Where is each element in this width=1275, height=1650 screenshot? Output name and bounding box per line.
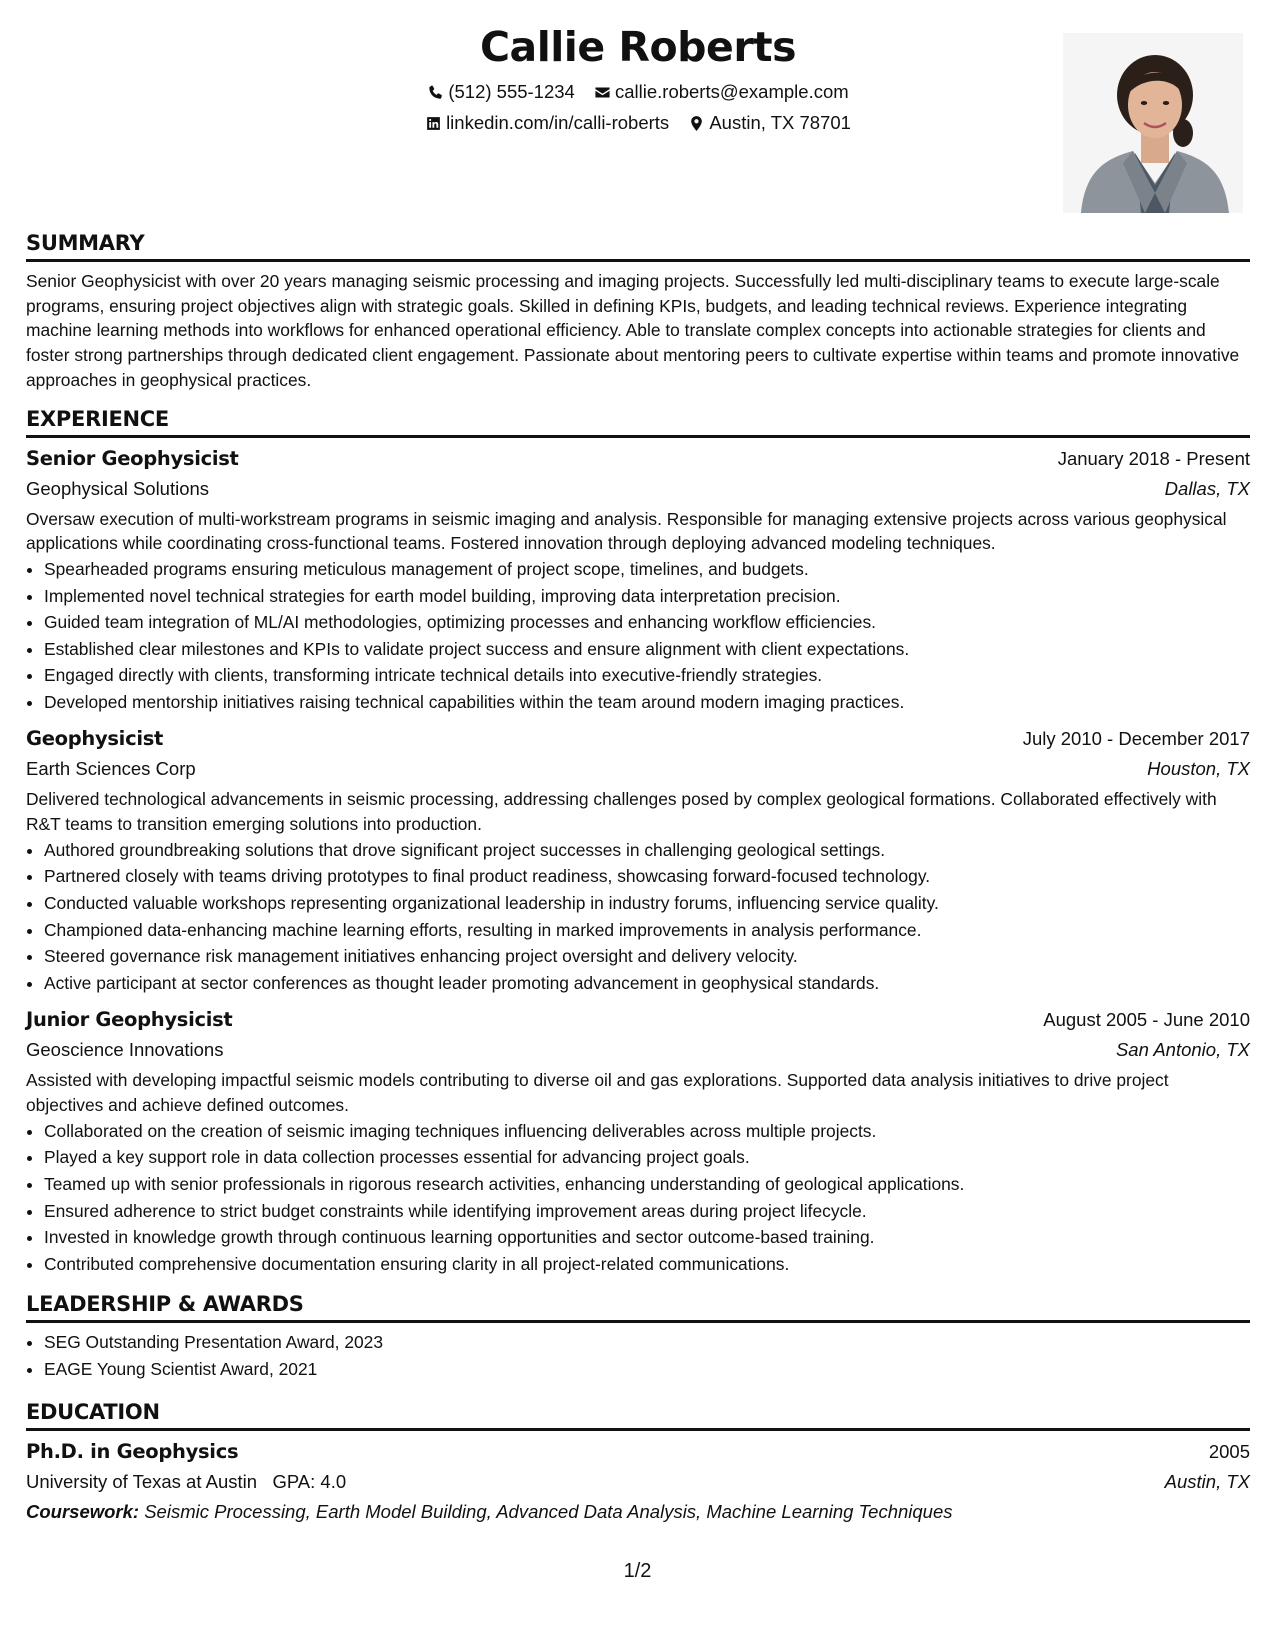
job-description: Assisted with developing impactful seismic models contributing to diverse oil and gas explorations. Supported data analysis initiatives to drive project objectives and achieve defined outcomes. <box>26 1070 1169 1116</box>
degree: Ph.D. in Geophysics <box>26 1439 239 1463</box>
list-item: • Guided team integration of ML/AI methodologies, optimizing processes and enhancing workflow efficiencies. <box>44 609 1250 636</box>
resume-header <box>26 0 1250 230</box>
job-title: Junior Geophysicist <box>26 1008 233 1032</box>
awards-heading: LEADERSHIP & AWARDS <box>26 1291 1250 1323</box>
summary-text: Senior Geophysicist with over 20 years managing seismic processing and imaging projects. Successfully led multi-disciplinary teams to execute large-scale programs, ensuring project objectives align with strategic goals. Skilled in defining KPIs, budgets, and leading technical reviews. Experience integrating machine learning methods into workflows for enhanced operational efficiency. Able to translate complex concepts into actionable strategies for clients and foster strong partnerships through dedicated client engagement. Passionate about mentoring peers to cultivate expertise within teams and promote innovative approaches in geophysical practices. <box>26 271 1240 390</box>
list-item: • Ensured adherence to strict budget constraints while identifying improvement areas during project lifecycle. <box>44 1198 1250 1225</box>
job-header <box>26 724 1250 754</box>
job-subheader <box>26 754 1250 784</box>
job-header <box>26 1005 1250 1035</box>
education-subheader <box>26 1467 1250 1497</box>
contact-email[interactable] <box>594 80 849 104</box>
job-title: Geophysicist <box>26 727 164 751</box>
map-pin-icon <box>688 115 705 132</box>
job-dates: January 2018 - Present <box>1057 447 1250 469</box>
list-item: • EAGE Young Scientist Award, 2021 <box>44 1356 1250 1383</box>
list-item: • Championed data-enhancing machine learning efforts, resulting in marked improvements in analysis performance. <box>44 917 1250 944</box>
list-item: • Collaborated on the creation of seismic imaging techniques influencing deliverables across multiple projects. <box>44 1118 1250 1145</box>
list-item: • Developed mentorship initiatives raising technical capabilities within the team around modern imaging practices. <box>44 689 1250 716</box>
job-header <box>26 444 1250 474</box>
coursework <box>26 1497 1250 1527</box>
school-and-gpa <box>26 1467 346 1497</box>
job-entry <box>26 724 1250 996</box>
summary-heading: SUMMARY <box>26 230 1250 262</box>
job-subheader <box>26 1035 1250 1065</box>
list-item: • Established clear milestones and KPIs to validate project success and ensure alignment with client expectations. <box>44 636 1250 663</box>
list-item: • SEG Outstanding Presentation Award, 2023 <box>44 1329 1250 1356</box>
job-location: San Antonio, TX <box>1115 1039 1250 1061</box>
gpa: GPA: 4.0 <box>272 1470 347 1492</box>
experience-heading: EXPERIENCE <box>26 406 1250 438</box>
job-location: Houston, TX <box>1147 758 1250 780</box>
education-heading: EDUCATION <box>26 1399 1250 1431</box>
list-item: • Implemented novel technical strategies for earth model building, improving data interpretation precision. <box>44 583 1250 610</box>
contact-linkedin[interactable] <box>425 111 669 135</box>
school-name: University of Texas at Austin <box>26 1470 258 1492</box>
candidate-name: Callie Roberts <box>479 23 797 71</box>
list-item: • Authored groundbreaking solutions that drove significant project successes in challenging geological settings. <box>44 837 1250 864</box>
phone-text: (512) 555-1234 <box>448 81 575 102</box>
job-company: Earth Sciences Corp <box>26 758 196 780</box>
list-item: • Steered governance risk management initiatives enhancing project oversight and delivery velocity. <box>44 943 1250 970</box>
education-header <box>26 1437 1250 1467</box>
job-entry <box>26 444 1250 716</box>
job-dates: July 2010 - December 2017 <box>1022 728 1250 750</box>
job-company: Geoscience Innovations <box>26 1039 224 1061</box>
job-bullets <box>26 837 1250 997</box>
contact-phone <box>427 80 575 104</box>
job-company: Geophysical Solutions <box>26 477 210 499</box>
location-text: Austin, TX 78701 <box>709 112 851 133</box>
summary-section <box>26 230 1250 393</box>
envelope-icon <box>594 84 611 101</box>
list-item: • Played a key support role in data collection processes essential for advancing project goals. <box>44 1144 1250 1171</box>
linkedin-text[interactable]: linkedin.com/in/calli-roberts <box>446 112 670 133</box>
job-location: Dallas, TX <box>1164 477 1250 499</box>
job-bullets <box>26 556 1250 716</box>
coursework-label: Coursework: <box>26 1500 140 1522</box>
awards-section <box>26 1291 1250 1382</box>
graduation-year: 2005 <box>1208 1440 1250 1462</box>
linkedin-icon <box>425 115 442 132</box>
resume-page <box>26 0 1250 1527</box>
list-item: • Contributed comprehensive documentation ensuring clarity in all project-related communications. <box>44 1251 1250 1278</box>
job-bullets <box>26 1118 1250 1278</box>
awards-list <box>26 1329 1250 1382</box>
coursework-list: Seismic Processing, Earth Model Building, Advanced Data Analysis, Machine Learning Techniques <box>144 1500 953 1522</box>
job-title: Senior Geophysicist <box>26 446 239 470</box>
experience-section <box>26 406 1250 1278</box>
job-description: Delivered technological advancements in seismic processing, addressing challenges posed by complex geological formations. Collaborated effectively with R&T teams to transition emerging solutions into production. <box>26 789 1217 835</box>
contact-location <box>688 111 851 135</box>
education-section <box>26 1399 1250 1527</box>
list-item: • Teamed up with senior professionals in rigorous research activities, enhancing understanding of geological applications. <box>44 1171 1250 1198</box>
email-text[interactable]: callie.roberts@example.com <box>614 81 849 102</box>
school-location: Austin, TX <box>1164 1470 1250 1492</box>
job-description: Oversaw execution of multi-workstream programs in seismic imaging and analysis. Responsible for managing extensive projects across various geophysical applications while coordinating cross-functional teams. Fostered innovation through deploying advanced modeling techniques. <box>26 508 1227 554</box>
job-entry <box>26 1005 1250 1277</box>
phone-icon <box>427 84 444 101</box>
profile-photo <box>1063 33 1243 213</box>
job-dates: August 2005 - June 2010 <box>1043 1009 1250 1031</box>
list-item: • Partnered closely with teams driving prototypes to final product readiness, showcasing forward-focused technology. <box>44 863 1250 890</box>
list-item: • Spearheaded programs ensuring meticulous management of project scope, timelines, and budgets. <box>44 556 1250 583</box>
list-item: • Active participant at sector conferences as thought leader promoting advancement in geophysical standards. <box>44 970 1250 997</box>
list-item: • Engaged directly with clients, transforming intricate technical details into executive-friendly strategies. <box>44 662 1250 689</box>
job-subheader <box>26 474 1250 504</box>
page-number: 1/2 <box>623 1560 652 1582</box>
list-item: • Invested in knowledge growth through continuous learning opportunities and sector outcome-based training. <box>44 1224 1250 1251</box>
list-item: • Conducted valuable workshops representing organizational leadership in industry forums, influencing service quality. <box>44 890 1250 917</box>
